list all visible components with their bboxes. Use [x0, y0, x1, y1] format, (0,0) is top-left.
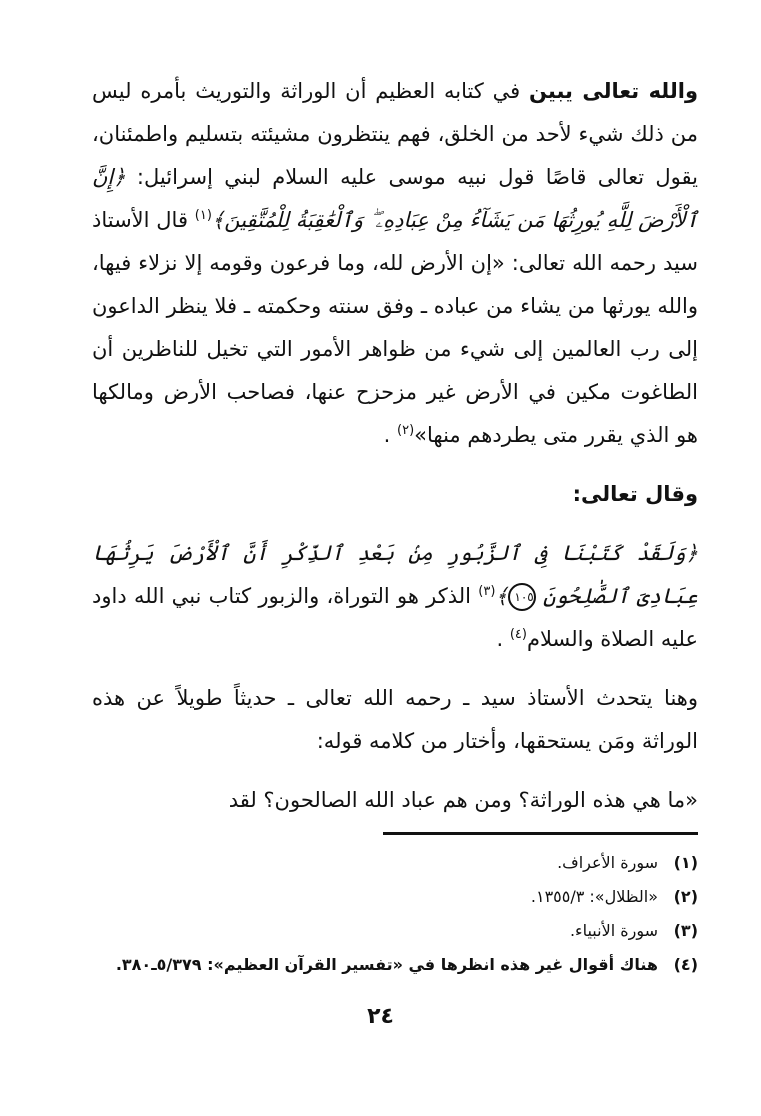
footnote-item — [92, 914, 698, 948]
paragraph-1 — [92, 70, 698, 457]
footnote-number: (٢) — [673, 887, 698, 906]
footnote-ref-1: (١) — [194, 208, 212, 223]
footnote-text: سورة الأنبياء. — [569, 921, 658, 940]
footnote-number: (٣) — [673, 921, 698, 940]
footnote-item — [92, 880, 698, 914]
footnote-ref-4: (٤) — [509, 627, 527, 642]
paragraph-5: «ما هي هذه الوراثة؟ ومن هم عباد الله الصالحون؟ لقد — [228, 788, 698, 812]
page-number: ٢٤ — [367, 1004, 394, 1029]
lead-phrase: والله تعالى يبين — [528, 79, 699, 103]
paragraph-3-end: . — [496, 627, 510, 651]
main-text — [92, 70, 698, 822]
footnote-ref-2: (٢) — [397, 423, 415, 438]
footnote-text: «الظلال»: ١٣٥٥/٣. — [530, 887, 658, 906]
footnotes-list — [92, 846, 698, 982]
footnote-separator — [383, 832, 698, 835]
footnote-ref-3: (٣) — [478, 584, 496, 599]
footnote-item — [92, 948, 698, 982]
paragraph-1-end: . — [383, 423, 397, 447]
footnote-number: (١) — [673, 853, 698, 872]
verse-number-marker: ١٠٥ — [508, 583, 536, 611]
footnote-item — [92, 846, 698, 880]
paragraph-2-heading: وقال تعالى: — [572, 482, 698, 506]
paragraph-3 — [92, 532, 698, 661]
paragraph-1-text-b: قال الأستاذ سيد رحمه الله تعالى: «إن الأرض لله، وما فرعون وقومه إلا نزلاء فيها، والله يورثها من يشاء من عباده ـ وفق سنته وحكمته ـ فلا ينظر الداعون إلى رب العالمين إلى شيء من ظواهر الأمور التي تخيل للناظرين أن الطاغوت مكين في الأرض غير مزحزح عنها، فصاحب الأرض ومالكها هو الذي يقرر متى يطردهم منها» — [92, 208, 698, 447]
paragraph-1-text-a: في كتابه العظيم أن الوراثة والتوريث بأمره ليس من ذلك شيء لأحد من الخلق، فهم ينتظرون مشيئته بتسليم واطمئنان، يقول تعالى قاصًا قول نبيه موسى عليه السلام لبني إسرائيل: — [92, 79, 698, 189]
footnote-text: سورة الأعراف. — [557, 853, 658, 872]
quran-verse-2: ﴿وَلَقَدْ كَتَبْنَا فِى ٱلزَّبُورِ مِنۢ بَعْدِ ٱلذِّكْرِ أَنَّ ٱلْأَرْضَ يَرِثُهَا عِبَادِىَ ٱلصَّٰلِحُونَ — [92, 541, 698, 608]
paragraph-3-text: الذكر هو التوراة، والزبور كتاب نبي الله داود عليه الصلاة والسلام — [92, 584, 698, 651]
quran-verse-1: ﴿إِنَّ ٱلْأَرْضَ لِلَّهِ يُورِثُهَا مَن يَشَآءُ مِنْ عِبَادِهِۦ ۖ وَٱلْعَٰقِبَةُ لِلْمُتَّقِينَ﴾ — [92, 165, 698, 232]
paragraph-4: وهنا يتحدث الأستاذ سيد ـ رحمه الله تعالى ـ حديثاً طويلاً عن هذه الوراثة ومَن يستحقها، وأختار من كلامه قوله: — [92, 686, 698, 753]
footnote-number: (٤) — [673, 955, 698, 974]
footnote-text: هناك أقوال غير هذه انظرها في «تفسير القرآن العظيم»: ٥/٣٧٩ـ٣٨٠. — [115, 955, 658, 974]
quran-verse-2-close: ﴾ — [495, 584, 508, 608]
